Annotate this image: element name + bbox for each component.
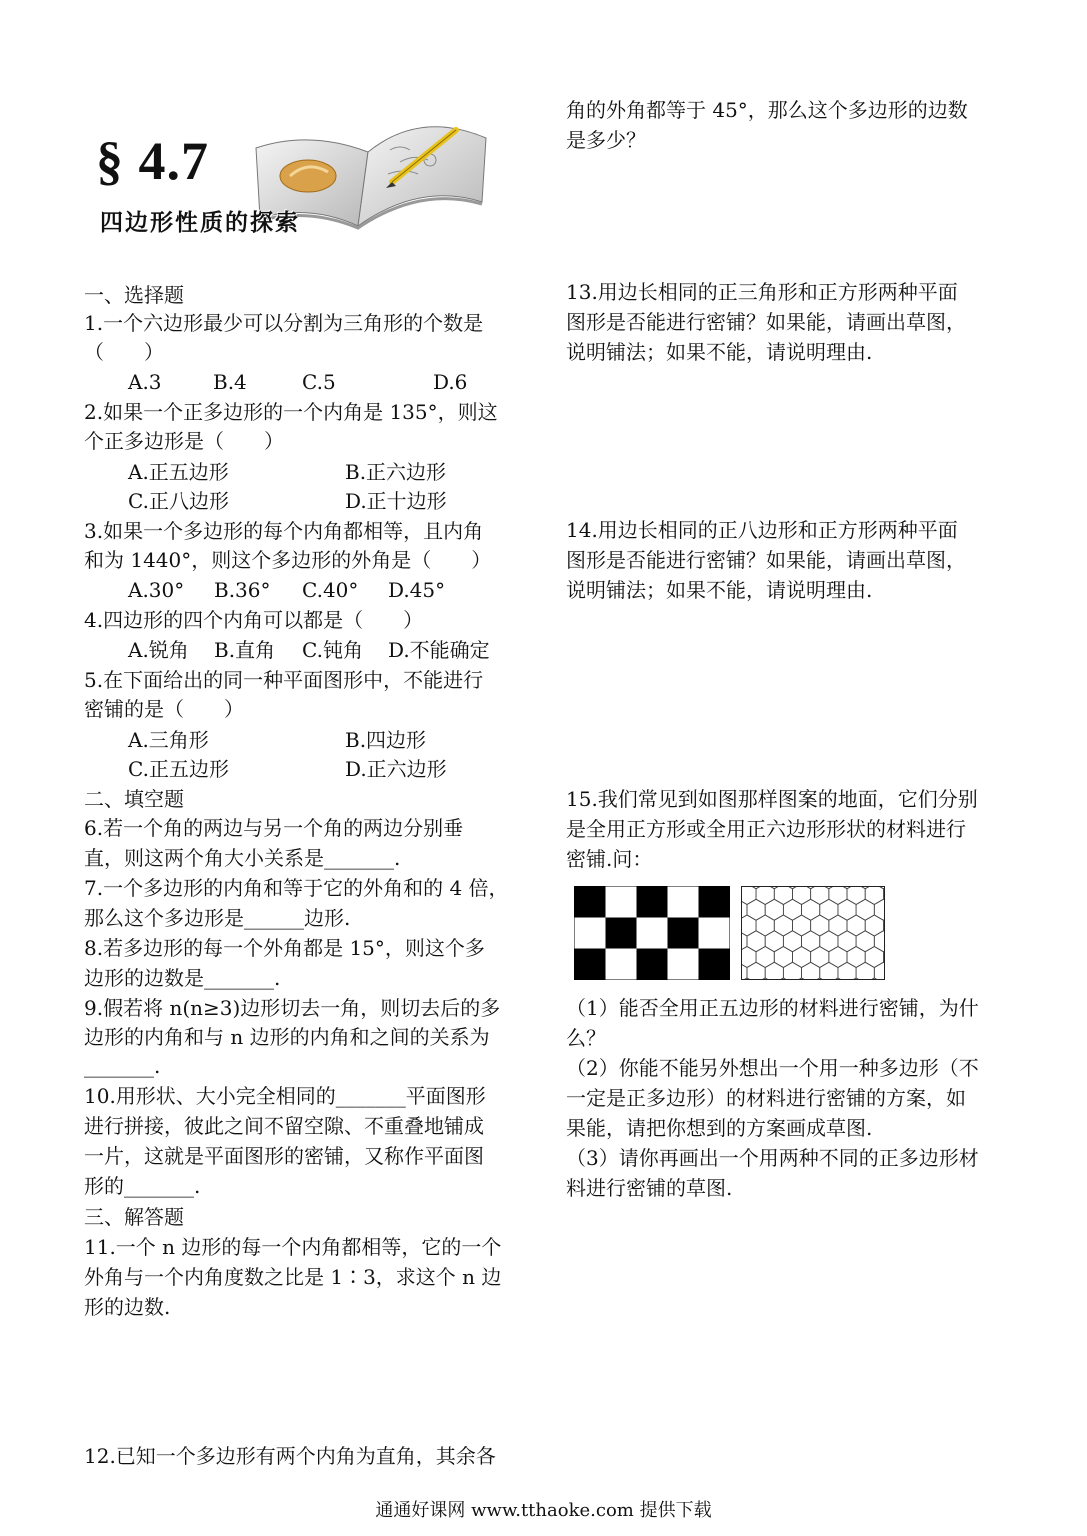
tile-square [575, 887, 606, 918]
left-column-line: A.30° [128, 578, 185, 602]
tile-hexagon [774, 947, 792, 968]
tile-hexagon [829, 915, 847, 936]
left-column-line: 进行拼接，彼此之间不留空隙、不重叠地铺成 [84, 1114, 484, 1138]
left-column-line: 形的边数. [84, 1295, 171, 1319]
left-column-line: B.直角 [214, 638, 276, 662]
left-column-line: 边形的边数是_______. [84, 966, 281, 990]
tile-hexagon [774, 886, 792, 905]
tile-square [668, 887, 699, 918]
right-column-line: 图形是否能进行密铺？如果能，请画出草图， [566, 310, 966, 334]
tile-square [606, 949, 637, 980]
left-column-line: 11.一个 n 边形的每一个内角都相等，它的一个 [84, 1235, 502, 1259]
left-column-line: 和为 1440°，则这个多边形的外角是（ ） [84, 548, 492, 572]
left-column-line: A.正五边形 [128, 460, 229, 484]
tile-hexagon [856, 962, 874, 980]
right-column-line: 15.我们常见到如图那样图案的地面，它们分别 [566, 787, 978, 811]
tile-hexagon [847, 886, 865, 905]
left-column-line: 4.四边形的四个内角可以都是（ ） [84, 608, 424, 632]
left-column-line: B.四边形 [345, 728, 427, 752]
tile-hexagon [820, 899, 838, 920]
tile-hexagon [783, 899, 801, 920]
tile-square [699, 918, 730, 949]
tile-hexagon [756, 947, 774, 968]
left-column-line: A.3 [128, 370, 162, 394]
tile-hexagon [865, 915, 883, 936]
tile-hexagon [802, 931, 820, 952]
left-column-line: D.正十边形 [345, 489, 447, 513]
left-column-line: 外角与一个内角度数之比是 1∶3，求这个 n 边 [84, 1265, 502, 1289]
tile-hexagon [792, 915, 810, 936]
tile-hexagon [783, 962, 801, 980]
left-column-line: 2.如果一个正多边形的一个内角是 135°，则这 [84, 400, 498, 424]
hexagon-tiling-figure [741, 886, 885, 980]
tile-hexagon [856, 899, 874, 920]
tile-hexagon [829, 886, 847, 905]
tile-hexagon [802, 962, 820, 980]
left-column-line: C.5 [302, 370, 336, 394]
tile-hexagon [874, 899, 885, 920]
left-column-line: C.正五边形 [128, 757, 229, 781]
left-column-line: 二、填空题 [84, 787, 184, 811]
tile-hexagon [741, 915, 756, 936]
left-column-line: 那么这个多边形是______边形. [84, 906, 351, 930]
tile-hexagon [820, 931, 838, 952]
tile-square [637, 918, 668, 949]
left-column-line: 8.若多边形的每一个外角都是 15°，则这个多 [84, 936, 485, 960]
left-column-line: 1.一个六边形最少可以分割为三角形的个数是 [84, 311, 484, 335]
left-column-line: A.锐角 [128, 638, 189, 662]
left-column-line: 边形的内角和与 n 边形的内角和之间的关系为 [84, 1025, 490, 1049]
tile-hexagon [838, 962, 856, 980]
tile-hexagon [792, 886, 810, 905]
tile-hexagon [741, 886, 756, 905]
tile-hexagon [811, 886, 829, 905]
tile-square [668, 918, 699, 949]
left-column-line: 三、解答题 [84, 1205, 184, 1229]
tile-hexagon [783, 931, 801, 952]
left-column-line: A.三角形 [128, 728, 209, 752]
tile-hexagon [765, 899, 783, 920]
right-column-line: （2）你能不能另外想出一个用一种多边形（不 [566, 1056, 979, 1080]
tile-square [575, 949, 606, 980]
right-column-line: 图形是否能进行密铺？如果能，请画出草图， [566, 548, 966, 572]
tile-square [606, 918, 637, 949]
tile-square [606, 887, 637, 918]
tile-square [699, 949, 730, 980]
tile-square [668, 949, 699, 980]
left-column-line: D.45° [388, 578, 446, 602]
left-column-line: C.钝角 [302, 638, 363, 662]
tile-hexagon [756, 915, 774, 936]
tile-hexagon [811, 947, 829, 968]
left-column-line: 10.用形状、大小完全相同的_______平面图形 [84, 1084, 486, 1108]
right-column-line: 是全用正方形或全用正六边形形状的材料进行 [566, 817, 966, 841]
section-subtitle: 四边形性质的探索 [100, 210, 300, 236]
tile-hexagon [765, 931, 783, 952]
tile-hexagon [774, 915, 792, 936]
right-column-line: （1）能否全用正五边形的材料进行密铺，为什 [566, 996, 979, 1020]
left-column-line: 9.假若将 n(n≥3)边形切去一角，则切去后的多 [84, 996, 501, 1020]
left-column-line: D.6 [433, 370, 468, 394]
tile-hexagon [865, 947, 883, 968]
left-column-line: B.4 [213, 370, 247, 394]
right-column-line: 说明铺法；如果不能，请说明理由. [566, 578, 873, 602]
left-column-line: 5.在下面给出的同一种平面图形中，不能进行 [84, 668, 484, 692]
tile-hexagon [747, 931, 765, 952]
right-column-line: 13.用边长相同的正三角形和正方形两种平面 [566, 280, 958, 304]
right-column-line: 密铺.问： [566, 847, 653, 871]
left-column-line: D.正六边形 [345, 757, 447, 781]
tile-hexagon [811, 915, 829, 936]
left-column-line: _______. [84, 1054, 161, 1078]
right-column-line: 14.用边长相同的正八边形和正方形两种平面 [566, 518, 958, 542]
left-column-line: D.不能确定 [388, 638, 490, 662]
tile-square [699, 887, 730, 918]
left-column-line: （ ） [84, 340, 164, 364]
tile-square [637, 887, 668, 918]
left-column-line: 3.如果一个多边形的每个内角都相等，且内角 [84, 519, 484, 543]
right-column-line: 一定是正多边形）的材料进行密铺的方案，如 [566, 1086, 966, 1110]
tile-hexagon [874, 962, 885, 980]
tile-square [637, 949, 668, 980]
right-column-line: 说明铺法；如果不能，请说明理由. [566, 340, 873, 364]
tile-hexagon [765, 962, 783, 980]
square-tiling-figure [574, 886, 730, 980]
section-number: § 4.7 [96, 131, 209, 191]
tile-hexagon [847, 915, 865, 936]
right-column-line: 角的外角都等于 45°，那么这个多边形的边数 [566, 98, 968, 122]
tile-hexagon [874, 931, 885, 952]
tile-hexagon [802, 899, 820, 920]
left-column-line: B.36° [214, 578, 271, 602]
right-column-line: 么？ [566, 1026, 606, 1050]
tile-hexagon [820, 962, 838, 980]
left-column-line: 形的_______. [84, 1174, 201, 1198]
left-column-line: B.正六边形 [345, 460, 447, 484]
tile-hexagon [756, 886, 774, 905]
right-column-line: 是多少？ [566, 128, 646, 152]
left-column-line: 6.若一个角的两边与另一个角的两边分别垂 [84, 816, 464, 840]
left-column-line: C.40° [302, 578, 359, 602]
tile-hexagon [792, 947, 810, 968]
left-column-line: 7.一个多边形的内角和等于它的外角和的 4 倍， [84, 876, 509, 900]
tile-hexagon [741, 947, 756, 968]
tile-hexagon [747, 899, 765, 920]
tile-hexagon [865, 886, 883, 905]
right-column-line: 料进行密铺的草图. [566, 1176, 733, 1200]
right-column-line: 果能，请把你想到的方案画成草图. [566, 1116, 873, 1140]
tile-hexagon [856, 931, 874, 952]
left-column-line: 密铺的是（ ） [84, 697, 244, 721]
right-column-line: （3）请你再画出一个用两种不同的正多边形材 [566, 1146, 979, 1170]
left-column-line: 一、选择题 [84, 283, 184, 307]
left-column-line: 一片，这就是平面图形的密铺，又称作平面图 [84, 1144, 484, 1168]
left-column-line: 12.已知一个多边形有两个内角为直角，其余各 [84, 1444, 496, 1468]
tile-square [575, 918, 606, 949]
left-column-line: 直，则这两个角大小关系是_______. [84, 846, 401, 870]
left-column-line: 个正多边形是（ ） [84, 429, 284, 453]
tile-hexagon [838, 931, 856, 952]
left-column-line: C.正八边形 [128, 489, 229, 513]
tile-hexagon [747, 962, 765, 980]
tile-hexagon [847, 947, 865, 968]
footer-credit: 通通好课网 www.tthaoke.com 提供下载 [375, 1500, 712, 1521]
tile-hexagon [829, 947, 847, 968]
tile-hexagon [838, 899, 856, 920]
